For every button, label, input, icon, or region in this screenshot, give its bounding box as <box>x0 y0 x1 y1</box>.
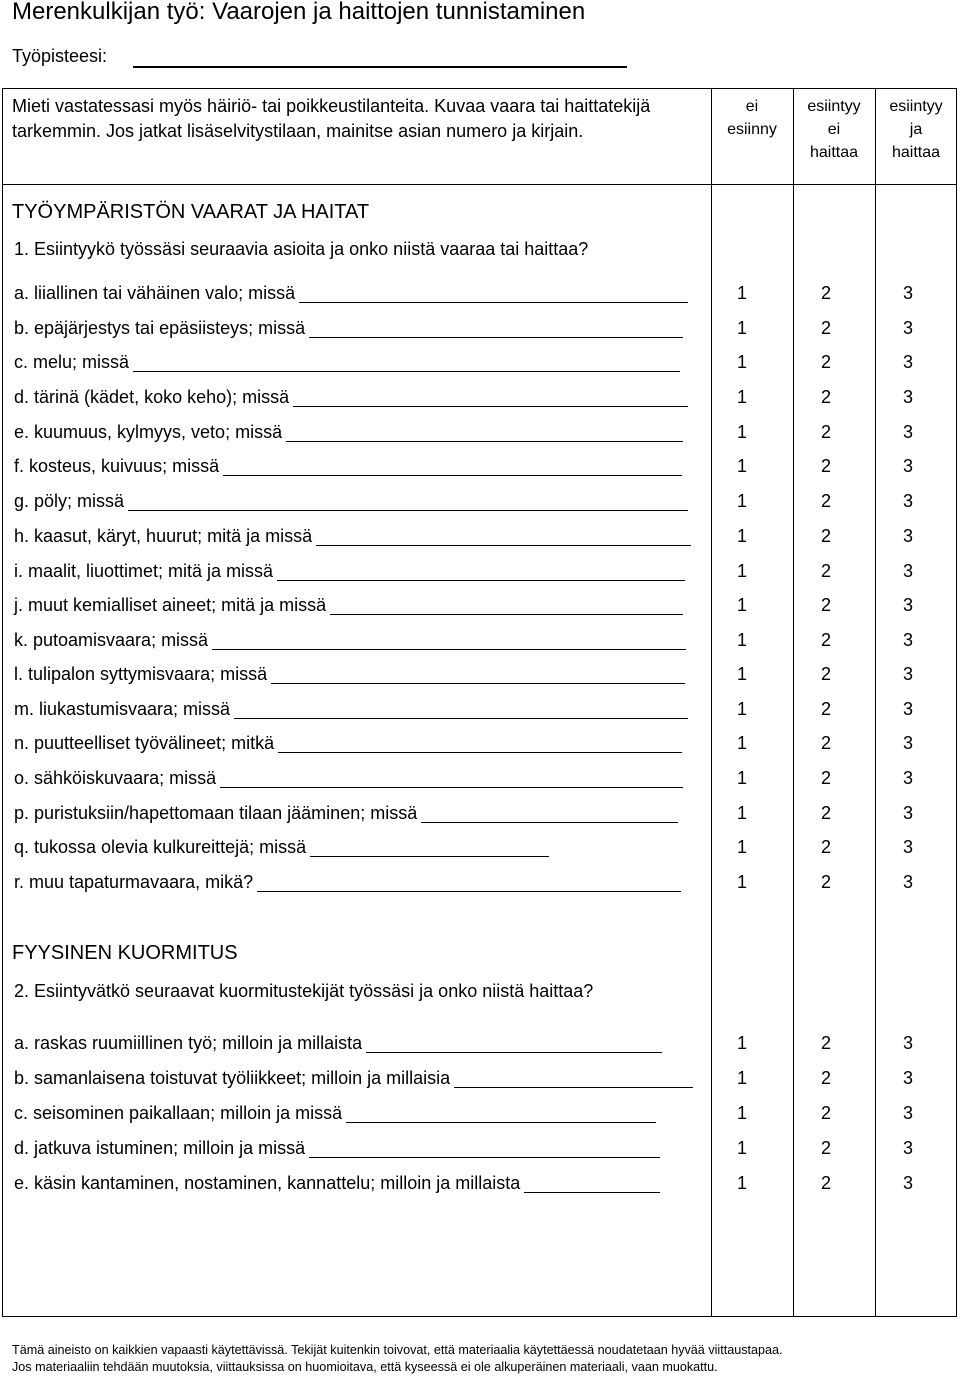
rating-option-1[interactable]: 1 <box>736 768 747 788</box>
column-divider <box>875 88 876 1317</box>
question-item: o. sähköiskuvaara; missä <box>14 768 217 788</box>
rating-option-2[interactable]: 2 <box>820 733 831 753</box>
answer-line[interactable] <box>234 718 688 719</box>
rating-option-1[interactable]: 1 <box>736 422 747 442</box>
rating-option-1[interactable]: 1 <box>736 561 747 581</box>
rating-option-3[interactable]: 3 <box>902 1068 913 1088</box>
answer-line[interactable] <box>271 683 685 684</box>
rating-option-3[interactable]: 3 <box>902 1173 913 1193</box>
rating-option-1[interactable]: 1 <box>736 1173 747 1193</box>
rating-option-3[interactable]: 3 <box>902 733 913 753</box>
question-item: c. melu; missä <box>14 352 130 372</box>
question-item: q. tukossa olevia kulkureittejä; missä <box>14 837 307 857</box>
rating-option-2[interactable]: 2 <box>820 526 831 546</box>
question-item: m. liukastumisvaara; missä <box>14 699 231 719</box>
answer-line[interactable] <box>524 1192 660 1193</box>
rating-option-2[interactable]: 2 <box>820 283 831 303</box>
question-item: g. pöly; missä <box>14 491 125 511</box>
rating-option-3[interactable]: 3 <box>902 872 913 892</box>
rating-option-1[interactable]: 1 <box>736 387 747 407</box>
answer-line[interactable] <box>366 1052 662 1053</box>
answer-line[interactable] <box>212 649 686 650</box>
answer-line[interactable] <box>454 1087 693 1088</box>
rating-option-1[interactable]: 1 <box>736 630 747 650</box>
section1-question: 1. Esiintyykö työssäsi seuraavia asioita ja onko niistä vaaraa tai haittaa? <box>14 239 589 259</box>
instructions-text: Mieti vastatessasi myös häiriö- tai poikkeustilanteita. Kuvaa vaara tai haittatekijä tarkemmin. Jos jatkat lisäselvitystilaan, mainitse asian numero ja kirjain. <box>12 96 651 141</box>
answer-line[interactable] <box>133 371 680 372</box>
rating-option-1[interactable]: 1 <box>736 283 747 303</box>
question-item: a. liiallinen tai vähäinen valo; missä <box>14 283 296 303</box>
answer-line[interactable] <box>223 475 682 476</box>
rating-option-2[interactable]: 2 <box>820 491 831 511</box>
answer-line[interactable] <box>310 856 549 857</box>
section2-heading: FYYSINEN KUORMITUS <box>12 942 238 964</box>
workplace-field[interactable] <box>133 66 627 68</box>
rating-option-1[interactable]: 1 <box>736 1033 747 1053</box>
rating-option-2[interactable]: 2 <box>820 352 831 372</box>
rating-option-1[interactable]: 1 <box>736 837 747 857</box>
answer-line[interactable] <box>330 614 683 615</box>
answer-line[interactable] <box>278 752 682 753</box>
rating-option-2[interactable]: 2 <box>820 456 831 476</box>
rating-option-3[interactable]: 3 <box>902 318 913 338</box>
question-item: r. muu tapaturmavaara, mikä? <box>14 872 254 892</box>
rating-option-3[interactable]: 3 <box>902 491 913 511</box>
rating-option-1[interactable]: 1 <box>736 733 747 753</box>
question-item: e. käsin kantaminen, nostaminen, kannattelu; milloin ja millaista <box>14 1173 521 1193</box>
question-item: f. kosteus, kuivuus; missä <box>14 456 220 476</box>
rating-option-3[interactable]: 3 <box>902 1103 913 1123</box>
rating-option-1[interactable]: 1 <box>736 526 747 546</box>
rating-option-2[interactable]: 2 <box>820 837 831 857</box>
column-divider <box>711 88 712 1317</box>
rating-option-2[interactable]: 2 <box>820 595 831 615</box>
rating-option-1[interactable]: 1 <box>736 872 747 892</box>
question-item: p. puristuksiin/hapettomaan tilaan jääminen; missä <box>14 803 418 823</box>
rating-option-2[interactable]: 2 <box>820 561 831 581</box>
rating-option-2[interactable]: 2 <box>820 872 831 892</box>
rating-option-1[interactable]: 1 <box>736 352 747 372</box>
question-item: k. putoamisvaara; missä <box>14 630 209 650</box>
answer-line[interactable] <box>346 1122 656 1123</box>
rating-option-2[interactable]: 2 <box>820 1068 831 1088</box>
question-item: l. tulipalon syttymisvaara; missä <box>14 664 268 684</box>
rating-option-2[interactable]: 2 <box>820 1173 831 1193</box>
rating-option-2[interactable]: 2 <box>820 699 831 719</box>
question-item: b. samanlaisena toistuvat työliikkeet; milloin ja millaisia <box>14 1068 451 1088</box>
answer-line[interactable] <box>421 822 678 823</box>
rating-option-1[interactable]: 1 <box>736 318 747 338</box>
question-item: a. raskas ruumiillinen työ; milloin ja millaista <box>14 1033 363 1053</box>
rating-option-3[interactable]: 3 <box>902 595 913 615</box>
rating-option-3[interactable]: 3 <box>902 456 913 476</box>
question-item: d. tärinä (kädet, koko keho); missä <box>14 387 290 407</box>
column-header-not-present: ei esiinny <box>727 98 777 138</box>
rating-option-3[interactable]: 3 <box>902 630 913 650</box>
rating-option-3[interactable]: 3 <box>902 387 913 407</box>
rating-option-3[interactable]: 3 <box>902 422 913 442</box>
workplace-label: Työpisteesi: <box>12 46 108 66</box>
rating-option-1[interactable]: 1 <box>736 1068 747 1088</box>
rating-option-2[interactable]: 2 <box>820 664 831 684</box>
question-item: h. kaasut, käryt, huurut; mitä ja missä <box>14 526 313 546</box>
rating-option-1[interactable]: 1 <box>736 803 747 823</box>
answer-line[interactable] <box>128 510 688 511</box>
column-header-present-no-harm: esiintyy ei haittaa <box>807 98 861 161</box>
answer-line[interactable] <box>309 1157 660 1158</box>
rating-option-3[interactable]: 3 <box>902 352 913 372</box>
rating-option-3[interactable]: 3 <box>902 699 913 719</box>
rating-option-2[interactable]: 2 <box>820 1033 831 1053</box>
answer-line[interactable] <box>299 302 688 303</box>
footer-note: Tämä aineisto on kaikkien vapaasti käytettävissä. Tekijät kuitenkin toivovat, että materiaalia käytettäessä noudatetaan hyvää viittaustapaa. Jos materiaaliin tehdään muutoksia, viittauksissa on huomioitava, että kyseessä ei ole alkuperäinen materiaali, vaan muokattu. <box>12 1343 783 1374</box>
column-divider <box>793 88 794 1317</box>
rating-option-1[interactable]: 1 <box>736 491 747 511</box>
rating-option-1[interactable]: 1 <box>736 1103 747 1123</box>
section1-heading: TYÖYMPÄRISTÖN VAARAT JA HAITAT <box>12 201 370 223</box>
rating-option-1[interactable]: 1 <box>736 595 747 615</box>
answer-line[interactable] <box>257 891 681 892</box>
rating-option-3[interactable]: 3 <box>902 283 913 303</box>
answer-line[interactable] <box>277 580 685 581</box>
rating-option-1[interactable]: 1 <box>736 664 747 684</box>
question-item: c. seisominen paikallaan; milloin ja missä <box>14 1103 343 1123</box>
rating-option-1[interactable]: 1 <box>736 699 747 719</box>
rating-option-1[interactable]: 1 <box>736 456 747 476</box>
question-item: b. epäjärjestys tai epäsiisteys; missä <box>14 318 306 338</box>
rating-option-2[interactable]: 2 <box>820 630 831 650</box>
question-item: i. maalit, liuottimet; mitä ja missä <box>14 561 274 581</box>
column-header-present-harm: esiintyy ja haittaa <box>889 98 943 161</box>
rating-option-3[interactable]: 3 <box>902 768 913 788</box>
rating-option-1[interactable]: 1 <box>736 1138 747 1158</box>
rating-option-3[interactable]: 3 <box>902 664 913 684</box>
rating-option-2[interactable]: 2 <box>820 422 831 442</box>
question-item: j. muut kemialliset aineet; mitä ja missä <box>14 595 327 615</box>
rating-option-2[interactable]: 2 <box>820 803 831 823</box>
rating-option-3[interactable]: 3 <box>902 1138 913 1158</box>
question-item: d. jatkuva istuminen; milloin ja missä <box>14 1138 306 1158</box>
question-item: n. puutteelliset työvälineet; mitkä <box>14 733 275 753</box>
rating-option-2[interactable]: 2 <box>820 318 831 338</box>
answer-line[interactable] <box>220 787 683 788</box>
rating-option-3[interactable]: 3 <box>902 561 913 581</box>
rating-option-3[interactable]: 3 <box>902 837 913 857</box>
answer-line[interactable] <box>293 406 688 407</box>
rating-option-2[interactable]: 2 <box>820 1103 831 1123</box>
answer-line[interactable] <box>316 545 691 546</box>
answer-line[interactable] <box>309 337 683 338</box>
rating-option-3[interactable]: 3 <box>902 803 913 823</box>
question-item: e. kuumuus, kylmyys, veto; missä <box>14 422 283 442</box>
rating-option-2[interactable]: 2 <box>820 387 831 407</box>
page-title: Merenkulkijan työ: Vaarojen ja haittojen tunnistaminen <box>12 0 586 25</box>
section2-question: 2. Esiintyvätkö seuraavat kuormitustekijät työssäsi ja onko niistä haittaa? <box>14 981 594 1001</box>
rating-option-2[interactable]: 2 <box>820 768 831 788</box>
rating-option-3[interactable]: 3 <box>902 526 913 546</box>
rating-option-2[interactable]: 2 <box>820 1138 831 1158</box>
rating-option-3[interactable]: 3 <box>902 1033 913 1053</box>
answer-line[interactable] <box>286 441 683 442</box>
header-divider <box>2 184 957 185</box>
